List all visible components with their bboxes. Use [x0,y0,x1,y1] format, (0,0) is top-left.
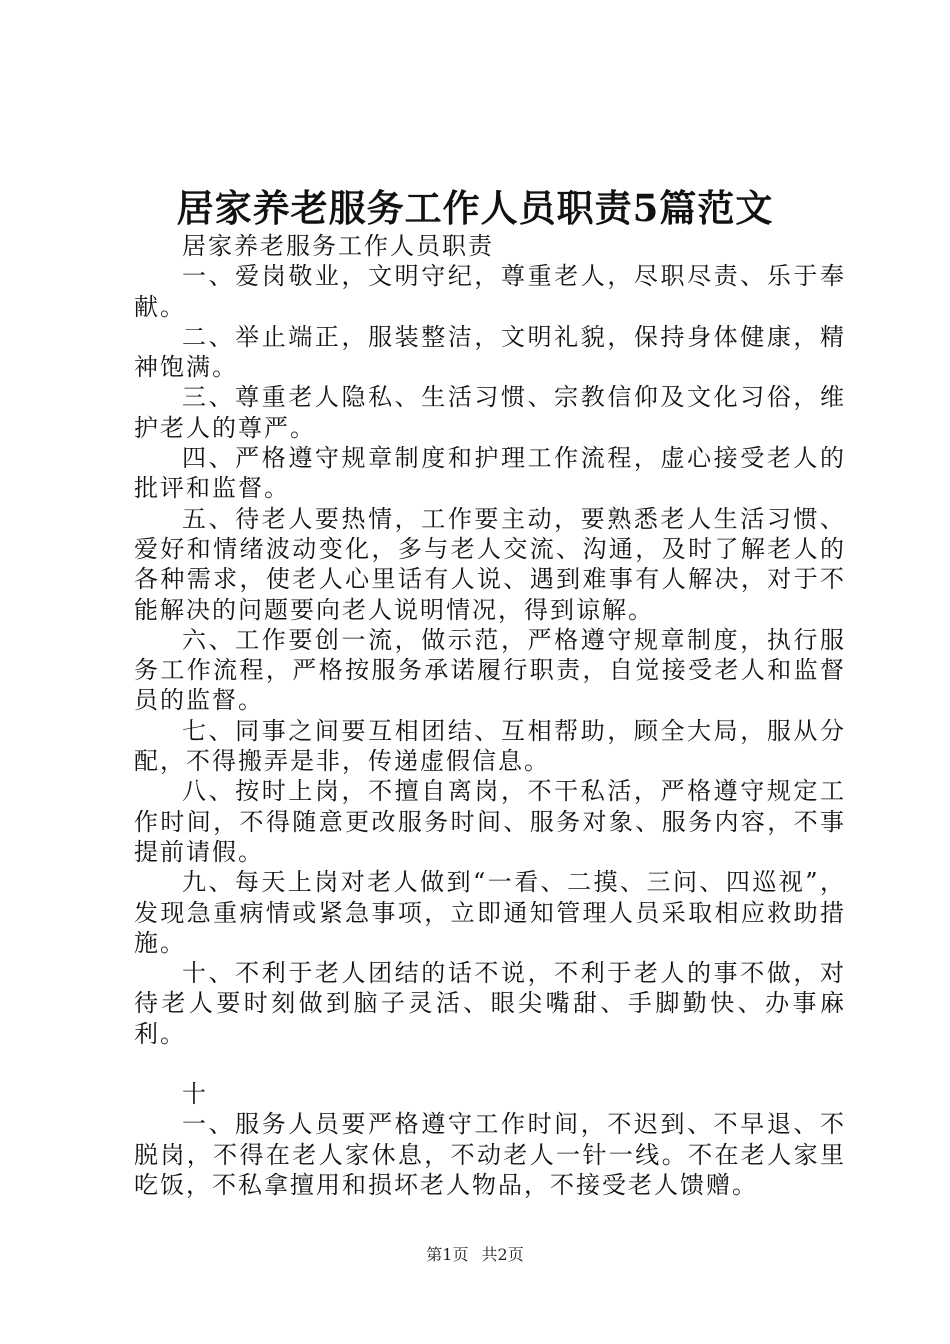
paragraph-duty-9: 九、每天上岗对老人做到“一看、二摸、三问、四巡视”，发现急重病情或紧急事项，立即通知管理人员采取相应救助措施。 [134,868,846,957]
page-number: 第1页 [426,1245,469,1264]
document-title: 居家养老服务工作人员职责5篇范文 [176,186,774,230]
paragraph-duty-7: 七、同事之间要互相团结、互相帮助，顾全大局，服从分配，不得搬弄是非，传递虚假信息。 [134,716,846,776]
document-body [134,231,846,1200]
paragraph-duty-6: 六、工作要创一流，做示范，严格遵守规章制度，执行服务工作流程，严格按服务承诺履行职责，自觉接受老人和监督员的监督。 [134,625,846,715]
paragraph-duty-8: 八、按时上岗，不擅自离岗，不干私活，严格遵守规定工作时间，不得随意更改服务时间、服务对象、服务内容，不事提前请假。 [134,777,846,866]
paragraph-heading: 居家养老服务工作人员职责 [182,232,494,260]
paragraph-duty-3: 三、尊重老人隐私、生活习惯、宗教信仰及文化习俗，维护老人的尊严。 [134,383,846,442]
paragraph-duty-5: 五、待老人要热情，工作要主动，要熟悉老人生活习惯、爱好和情绪波动变化，多与老人交流、沟通，及时了解老人的各种需求，使老人心里话有人说、遇到难事有人解决，对于不能解决的问题要向老人说明情况，得到谅解。 [134,504,846,624]
paragraph-duty-1: 一、爱岗敬业，文明守纪，尊重老人，尽职尽责、乐于奉献。 [134,262,846,321]
paragraph-spacer [134,1049,846,1079]
paragraph-number-marker: 十 [182,1080,208,1109]
page-total: 共2页 [481,1245,524,1264]
paragraph-duty-10: 十、不利于老人团结的话不说，不利于老人的事不做，对待老人要时刻做到脑子灵活、眼尖嘴甜、手脚勤快、办事麻利。 [134,959,846,1048]
page-footer [0,1244,950,1266]
paragraph-duty-11: 一、服务人员要严格遵守工作时间，不迟到、不早退、不脱岗，不得在老人家休息，不动老人一针一线。不在老人家里吃饭，不私拿擅用和损坏老人物品，不接受老人馈赠。 [134,1110,846,1199]
paragraph-duty-4: 四、严格遵守规章制度和护理工作流程，虚心接受老人的批评和监督。 [134,444,846,503]
paragraph-duty-2: 二、举止端正，服装整洁，文明礼貌，保持身体健康，精神饱满。 [134,322,846,382]
